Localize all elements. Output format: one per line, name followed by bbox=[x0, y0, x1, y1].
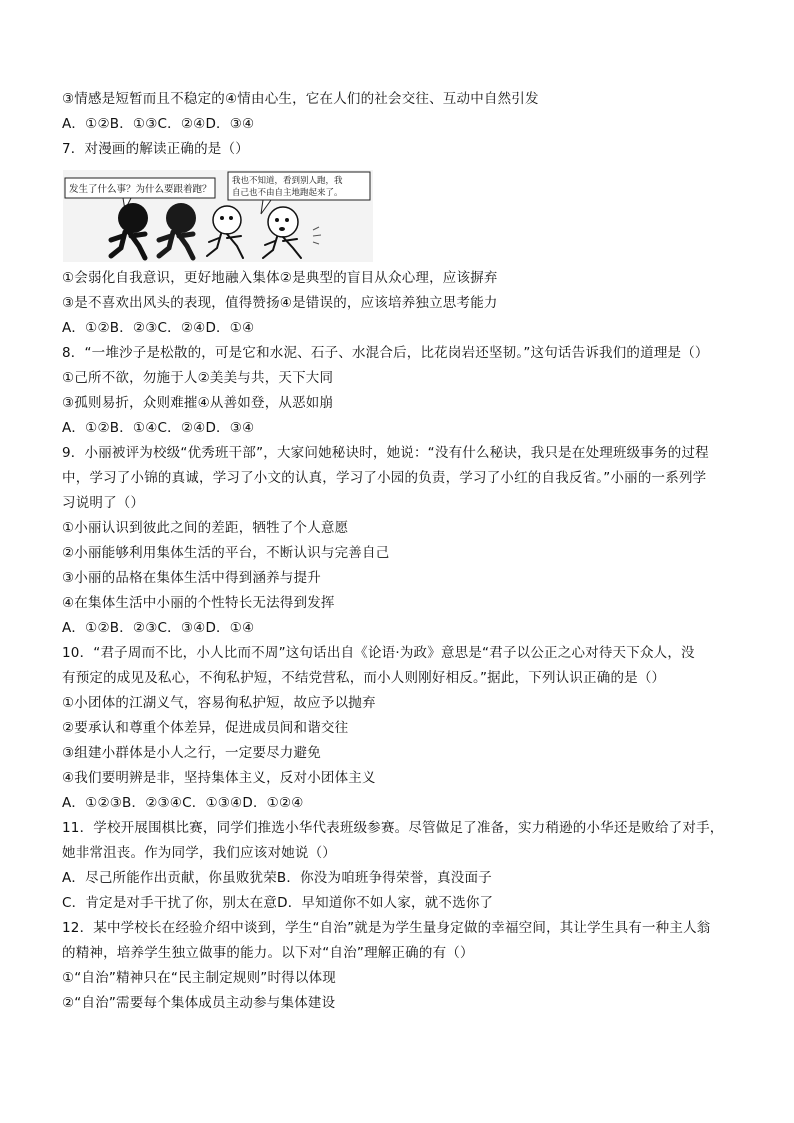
text-line: ④在集体生活中小丽的个性特长无法得到发挥 bbox=[62, 595, 335, 611]
text-line: A．尽己所能作出贡献，你虽败犹荣B．你没为咱班争得荣誉，真没面子 bbox=[62, 870, 492, 886]
text-line: A．①②③B．②③④C．①③④D．①②④ bbox=[62, 795, 304, 811]
question-9: 9．小丽被评为校级“优秀班干部”，大家问她秘诀时，她说：“没有什么秘诀，我只是在处理班级事务的过程 bbox=[62, 445, 709, 461]
question-12: 12．某中学校长在经验介绍中谈到，学生“自治”就是为学生量身定做的幸福空间，其让学生具有一种主人翁 bbox=[62, 920, 711, 936]
text-line: C．肯定是对手干扰了你，别太在意D．早知道你不如人家，就不选你了 bbox=[62, 895, 494, 911]
bubble-right-text-2: 自己也不由自主地跑起来了。 bbox=[232, 188, 343, 198]
text-line: A．①②B．②③C．③④D．①④ bbox=[62, 620, 255, 636]
text-line: A．①②B．①④C．②④D．③④ bbox=[62, 420, 255, 436]
text-line: ③孤则易折，众则难摧④从善如登，从恶如崩 bbox=[62, 395, 334, 411]
text-line: ③组建小群体是小人之行，一定要尽力避免 bbox=[62, 745, 321, 761]
bubble-right-text-1: 我也不知道，看到别人跑，我 bbox=[232, 176, 343, 186]
bubble-left-text: 发生了什么事？为什么要跟着跑？ bbox=[69, 184, 212, 195]
text-line: A．①②B．②③C．②④D．①④ bbox=[62, 320, 255, 336]
text-line: A．①②B．①③C．②④D．③④ bbox=[62, 116, 255, 132]
text-line: ①“自治”精神只在“民主制定规则”时得以体现 bbox=[62, 970, 336, 986]
question-7: 7．对漫画的解读正确的是（） bbox=[62, 141, 249, 157]
text-line: ③小丽的品格在集体生活中得到涵养与提升 bbox=[62, 570, 321, 586]
text-line: ④我们要明辨是非，坚持集体主义，反对小团体主义 bbox=[62, 770, 376, 786]
question-10: 10．“君子周而不比，小人比而不周”这句话出自《论语·为政》意思是“君子以公正之心对待天下众人，没 bbox=[62, 645, 695, 661]
text-line: ①己所不欲，勿施于人②美美与共，天下大同 bbox=[62, 370, 334, 386]
text-line: ①会弱化自我意识，更好地融入集体②是典型的盲目从众心理，应该摒弃 bbox=[62, 270, 498, 286]
text-line: 有预定的成见及私心，不徇私护短，不结党营私，而小人则刚好相反。”据此，下列认识正确的是（） bbox=[62, 670, 666, 686]
question-11: 11．学校开展围棋比赛，同学们推选小华代表班级参赛。尽管做足了准备，实力稍逊的小华还是败给了对手， bbox=[62, 820, 724, 836]
question-8: 8．“一堆沙子是松散的，可是它和水泥、石子、水混合后，比花岗岩还坚韧。”这句话告诉我们的道理是（） bbox=[62, 345, 709, 361]
text-line: ①小丽认识到彼此之间的差距，牺牲了个人意愿 bbox=[62, 520, 349, 536]
text-line: ①小团体的江湖义气，容易徇私护短，故应予以抛弃 bbox=[62, 695, 376, 711]
text-line: 习说明了（） bbox=[62, 495, 145, 511]
text-line: ③是不喜欢出风头的表现，值得赞扬④是错误的，应该培养独立思考能力 bbox=[62, 295, 498, 311]
text-line: 中，学习了小锦的真诚，学习了小文的认真，学习了小园的负责，学习了小红的自我反省。”小丽的一系列学 bbox=[62, 470, 707, 486]
text-line: 她非常沮丧。作为同学，我们应该对她说（） bbox=[62, 845, 336, 861]
text-line: ②要承认和尊重个体差异，促进成员间和谐交往 bbox=[62, 720, 349, 736]
text-line: ③情感是短暂而且不稳定的④情由心生，它在人们的社会交往、互动中自然引发 bbox=[62, 91, 539, 107]
cartoon-image bbox=[63, 170, 373, 262]
text-line: 的精神，培养学生独立做事的能力。以下对“自治”理解正确的有（） bbox=[62, 945, 474, 961]
text-line: ②“自治”需要每个集体成员主动参与集体建设 bbox=[62, 995, 336, 1011]
text-line: ②小丽能够利用集体生活的平台，不断认识与完善自己 bbox=[62, 545, 390, 561]
